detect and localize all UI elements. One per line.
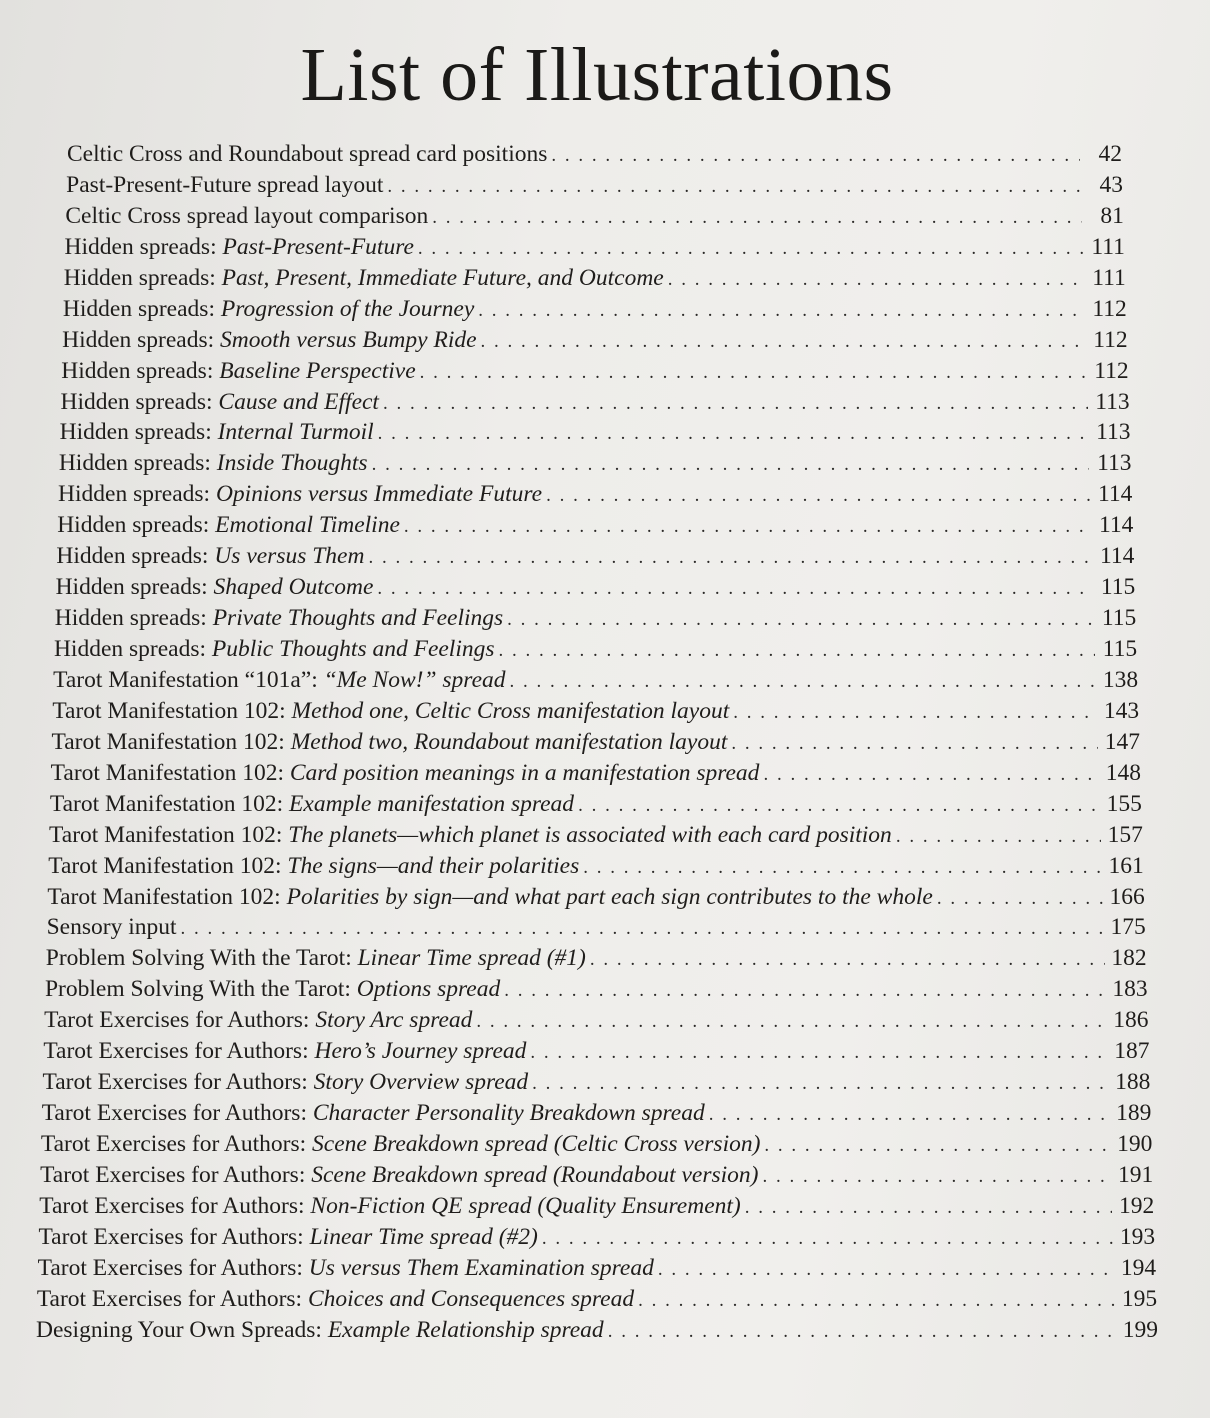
dot-leader xyxy=(476,1007,1106,1037)
entry-chapter: Tarot Exercises for Authors: xyxy=(42,1069,314,1096)
page-number: 199 xyxy=(1122,1316,1158,1343)
entry-illustration-title: Choices and Consequences spread xyxy=(307,1285,635,1312)
entry-label xyxy=(46,943,586,973)
dot-leader xyxy=(763,760,1099,790)
list-item xyxy=(0,479,1210,510)
dot-leader xyxy=(507,605,1094,635)
entry-illustration-title: Method two, Roundabout manifestation layout xyxy=(290,728,728,755)
page-number: 182 xyxy=(1111,945,1147,972)
page-number: 114 xyxy=(1098,481,1133,508)
dot-leader xyxy=(387,172,1081,202)
list-item xyxy=(0,263,1210,294)
dot-leader xyxy=(764,1131,1110,1161)
list-item xyxy=(0,851,1210,882)
entry-label xyxy=(38,1253,654,1283)
entry-chapter: Problem Solving With the Tarot: xyxy=(44,976,357,1003)
dot-leader xyxy=(608,1317,1116,1347)
dot-leader xyxy=(578,791,1100,821)
entry-label xyxy=(52,727,728,757)
page-number: 192 xyxy=(1118,1192,1155,1219)
entry-chapter: Celtic Cross spread layout comparison xyxy=(65,202,429,229)
entry-illustration-title: Past-Present-Future xyxy=(222,233,414,260)
list-item xyxy=(0,201,1210,232)
entry-label xyxy=(49,820,892,850)
entry-illustration-title: Baseline Perspective xyxy=(219,357,416,384)
entry-chapter: Tarot Exercises for Authors: xyxy=(40,1131,313,1157)
entry-label xyxy=(40,1160,758,1190)
dot-leader xyxy=(418,234,1083,264)
dot-leader xyxy=(530,1038,1107,1068)
entry-label xyxy=(47,912,177,942)
entry-label xyxy=(62,325,476,355)
entry-illustration-title: Example Relationship spread xyxy=(327,1316,604,1343)
entry-chapter: Hidden spreads: xyxy=(63,264,222,291)
list-item xyxy=(0,387,1210,418)
entry-chapter: Tarot Exercises for Authors: xyxy=(37,1254,309,1281)
entry-label xyxy=(64,263,664,293)
page-number: 157 xyxy=(1107,821,1143,848)
entry-chapter: Tarot Exercises for Authors: xyxy=(36,1285,308,1312)
list-item xyxy=(0,1222,1210,1253)
page-number: 111 xyxy=(1092,264,1126,291)
entry-label xyxy=(41,1129,761,1159)
entry-label xyxy=(39,1191,740,1221)
entry-illustration-title: Private Thoughts and Feelings xyxy=(212,605,504,632)
entry-label xyxy=(51,758,760,788)
dot-leader xyxy=(763,1162,1112,1192)
entry-illustration-title: Public Thoughts and Feelings xyxy=(211,636,495,662)
page-number: 43 xyxy=(1099,171,1123,198)
dot-leader xyxy=(709,1100,1110,1130)
list-item xyxy=(0,634,1210,665)
page-number: 81 xyxy=(1100,202,1124,229)
entry-illustration-title: Opinions versus Immediate Future xyxy=(215,481,543,508)
entry-label xyxy=(47,882,932,912)
entry-illustration-title: Non-Fiction QE spread (Quality Ensurement) xyxy=(310,1192,741,1219)
entry-label xyxy=(65,201,428,231)
entry-chapter: Tarot Manifestation 102: xyxy=(50,759,290,786)
page-number: 195 xyxy=(1121,1285,1158,1312)
dot-leader xyxy=(668,265,1084,295)
dot-leader xyxy=(745,1193,1112,1223)
dot-leader xyxy=(510,667,1097,697)
dot-leader xyxy=(377,574,1093,604)
entry-chapter: Tarot Exercises for Authors: xyxy=(41,1100,313,1127)
page-number: 166 xyxy=(1109,883,1145,910)
page-number: 111 xyxy=(1091,233,1125,260)
entry-chapter: Tarot Exercises for Authors: xyxy=(40,1161,312,1188)
list-item xyxy=(0,417,1210,448)
list-item xyxy=(0,1253,1210,1284)
list-item xyxy=(0,356,1210,387)
entry-chapter: Tarot Exercises for Authors: xyxy=(44,1007,316,1034)
page-number: 189 xyxy=(1116,1100,1152,1127)
entry-label xyxy=(63,294,474,324)
list-item xyxy=(0,665,1210,696)
dot-leader xyxy=(432,203,1082,233)
page-number: 112 xyxy=(1093,326,1128,353)
entry-chapter: Hidden spreads: xyxy=(55,574,214,601)
page-number: 114 xyxy=(1099,543,1135,570)
page-number: 191 xyxy=(1118,1161,1154,1188)
list-item xyxy=(0,943,1210,974)
entry-label xyxy=(57,510,400,540)
list-item xyxy=(0,1191,1210,1222)
entry-label xyxy=(67,139,547,169)
entry-label xyxy=(65,232,414,262)
entry-label xyxy=(37,1284,634,1314)
dot-leader xyxy=(481,327,1086,357)
dot-leader xyxy=(546,481,1090,511)
entry-illustration-title: The planets—which planet is associated with each card position xyxy=(288,821,892,848)
list-item xyxy=(0,603,1210,634)
list-item xyxy=(0,820,1210,851)
entry-label xyxy=(59,448,368,478)
entry-chapter: Hidden spreads: xyxy=(53,636,212,662)
list-item xyxy=(0,1005,1210,1036)
entry-chapter: Tarot Manifestation 102: xyxy=(49,821,289,848)
entry-label xyxy=(61,356,415,386)
entry-chapter: Tarot Manifestation 102: xyxy=(49,790,290,817)
entry-label xyxy=(55,603,503,633)
entry-chapter: Tarot Manifestation 102: xyxy=(48,852,288,879)
page-number: 115 xyxy=(1102,636,1138,662)
page-number: 155 xyxy=(1106,790,1142,817)
entry-label xyxy=(42,1098,705,1128)
entry-label xyxy=(66,170,383,200)
entry-illustration-title: Example manifestation spread xyxy=(289,790,575,817)
entry-label xyxy=(58,479,542,509)
entry-label xyxy=(53,665,505,695)
entry-label xyxy=(44,1005,472,1035)
page-number: 175 xyxy=(1110,914,1146,941)
dot-leader xyxy=(638,1286,1115,1316)
dot-leader xyxy=(504,976,1105,1006)
entry-illustration-title: Internal Turmoil xyxy=(217,419,374,446)
entry-chapter: Hidden spreads: xyxy=(56,543,215,570)
dot-leader xyxy=(378,419,1089,449)
entry-chapter: Celtic Cross and Roundabout spread card positions xyxy=(67,141,548,167)
page-number: 148 xyxy=(1105,759,1141,786)
page-number: 143 xyxy=(1103,697,1140,724)
dot-leader xyxy=(532,1069,1108,1099)
entry-label xyxy=(38,1222,537,1252)
entry-chapter: Hidden spreads: xyxy=(64,233,223,260)
list-item xyxy=(0,1067,1210,1098)
page-number: 112 xyxy=(1092,295,1127,322)
entry-illustration-title: Emotional Timeline xyxy=(215,512,400,539)
dot-leader xyxy=(499,636,1096,666)
page-number: 112 xyxy=(1094,357,1129,384)
page-number: 138 xyxy=(1102,666,1139,693)
dot-leader xyxy=(658,1255,1114,1285)
entry-illustration-title: Card position meanings in a manifestation spread xyxy=(289,759,760,786)
list-item xyxy=(0,541,1210,572)
entry-illustration-title: Hero’s Journey spread xyxy=(314,1038,527,1065)
page-number: 190 xyxy=(1117,1131,1153,1157)
entry-label xyxy=(48,851,579,881)
list-item xyxy=(0,325,1210,356)
entry-label xyxy=(45,974,500,1004)
page-number: 113 xyxy=(1096,419,1131,446)
dot-leader xyxy=(583,853,1102,883)
entry-illustration-title: Us versus Them Examination spread xyxy=(308,1254,654,1281)
entry-chapter: Tarot Manifestation 102: xyxy=(52,697,292,724)
entry-illustration-title: The signs—and their polarities xyxy=(287,852,580,879)
entry-chapter: Hidden spreads: xyxy=(60,388,219,415)
dot-leader xyxy=(181,914,1104,944)
page-number: 114 xyxy=(1098,512,1134,539)
dot-leader xyxy=(420,358,1087,388)
entry-chapter: Tarot Exercises for Authors: xyxy=(38,1223,310,1250)
dot-leader xyxy=(542,1224,1113,1254)
entry-illustration-title: Past, Present, Immediate Future, and Outcome xyxy=(221,264,664,291)
list-item xyxy=(0,1098,1210,1129)
entry-illustration-title: Cause and Effect xyxy=(218,388,379,415)
dot-leader xyxy=(404,512,1092,542)
entry-illustration-title: Polarities by sign—and what part each sign contributes to the whole xyxy=(286,883,933,910)
entry-illustration-title: Linear Time spread (#2) xyxy=(309,1223,538,1250)
entry-chapter: Tarot Manifestation 102: xyxy=(51,728,291,755)
dot-leader xyxy=(937,884,1103,914)
page-number: 115 xyxy=(1101,605,1137,632)
list-item xyxy=(0,232,1210,263)
dot-leader xyxy=(478,296,1084,326)
dot-leader xyxy=(368,543,1092,573)
entry-illustration-title: Inside Thoughts xyxy=(216,450,368,477)
dot-leader xyxy=(551,141,1080,171)
entry-label xyxy=(50,789,574,819)
list-item xyxy=(0,1315,1210,1346)
entry-illustration-title: Linear Time spread (#1) xyxy=(357,945,586,972)
entry-chapter: Hidden spreads: xyxy=(54,605,213,632)
entry-chapter: Hidden spreads: xyxy=(57,512,216,539)
entry-chapter: Designing Your Own Spreads: xyxy=(36,1316,328,1343)
page-number: 187 xyxy=(1114,1038,1150,1065)
entry-illustration-title: Scene Breakdown spread (Celtic Cross version) xyxy=(312,1131,761,1157)
entry-chapter: Tarot Manifestation “101a”: xyxy=(53,666,324,693)
entry-chapter: Hidden spreads: xyxy=(62,295,221,322)
list-item xyxy=(0,510,1210,541)
entry-chapter: Hidden spreads: xyxy=(59,419,218,446)
page-number: 147 xyxy=(1104,728,1140,755)
list-item xyxy=(0,170,1210,201)
dot-leader xyxy=(590,945,1105,975)
entry-chapter: Problem Solving With the Tarot: xyxy=(45,945,358,972)
entry-illustration-title: “Me Now!” spread xyxy=(323,666,506,693)
list-item xyxy=(0,294,1210,325)
entry-label xyxy=(56,572,374,602)
entry-illustration-title: Method one, Celtic Cross manifestation layout xyxy=(291,697,730,724)
page-number: 161 xyxy=(1108,852,1144,879)
entry-illustration-title: Options spread xyxy=(356,976,501,1003)
entry-chapter: Sensory input xyxy=(46,914,177,941)
page-number: 42 xyxy=(1098,141,1122,167)
entry-label xyxy=(60,387,379,417)
entry-label xyxy=(43,1036,526,1066)
dot-leader xyxy=(733,698,1097,728)
entry-illustration-title: Character Personality Breakdown spread xyxy=(312,1100,705,1127)
list-item xyxy=(0,758,1210,789)
list-item xyxy=(0,912,1210,943)
list-item xyxy=(0,572,1210,603)
list-item xyxy=(0,1036,1210,1067)
entry-chapter: Hidden spreads: xyxy=(62,326,221,353)
page-number: 186 xyxy=(1113,1007,1149,1034)
entry-chapter: Tarot Manifestation 102: xyxy=(47,883,287,910)
entry-chapter: Past-Present-Future spread layout xyxy=(66,171,384,198)
illustrations-list xyxy=(0,139,1210,1346)
entry-illustration-title: Progression of the Journey xyxy=(220,295,475,322)
entry-chapter: Hidden spreads: xyxy=(61,357,220,384)
entry-illustration-title: Smooth versus Bumpy Ride xyxy=(220,326,477,353)
page-title: List of Illustrations xyxy=(300,33,894,117)
entry-chapter: Tarot Exercises for Authors: xyxy=(43,1038,315,1065)
list-item xyxy=(0,1160,1210,1191)
dot-leader xyxy=(896,822,1101,852)
list-item xyxy=(0,727,1210,758)
entry-label xyxy=(36,1315,604,1345)
dot-leader xyxy=(383,389,1088,419)
page-number: 113 xyxy=(1097,450,1132,477)
entry-illustration-title: Story Overview spread xyxy=(313,1069,529,1096)
page-number: 113 xyxy=(1095,388,1130,415)
entry-chapter: Tarot Exercises for Authors: xyxy=(39,1192,311,1219)
entry-label xyxy=(60,417,374,447)
entry-illustration-title: Us versus Them xyxy=(214,543,365,570)
entry-illustration-title: Scene Breakdown spread (Roundabout version) xyxy=(311,1161,759,1188)
list-item xyxy=(0,696,1210,727)
page-number: 115 xyxy=(1100,574,1136,601)
page-number: 194 xyxy=(1120,1254,1157,1281)
entry-label xyxy=(43,1067,529,1097)
list-item xyxy=(0,974,1210,1005)
list-item xyxy=(0,789,1210,820)
entry-illustration-title: Story Arc spread xyxy=(315,1007,473,1034)
entry-illustration-title: Shaped Outcome xyxy=(213,574,374,601)
entry-label xyxy=(56,541,364,571)
dot-leader xyxy=(731,729,1098,759)
list-item xyxy=(0,448,1210,479)
entry-label xyxy=(52,696,729,726)
list-item xyxy=(0,1129,1210,1160)
page-number: 188 xyxy=(1115,1069,1151,1096)
list-item xyxy=(0,139,1210,170)
list-item xyxy=(0,882,1210,913)
list-item xyxy=(0,1284,1210,1315)
dot-leader xyxy=(372,450,1090,480)
page-number: 183 xyxy=(1112,976,1148,1003)
entry-chapter: Hidden spreads: xyxy=(58,481,216,508)
entry-chapter: Hidden spreads: xyxy=(58,450,217,477)
page-number: 193 xyxy=(1119,1223,1156,1250)
entry-label xyxy=(54,634,495,664)
